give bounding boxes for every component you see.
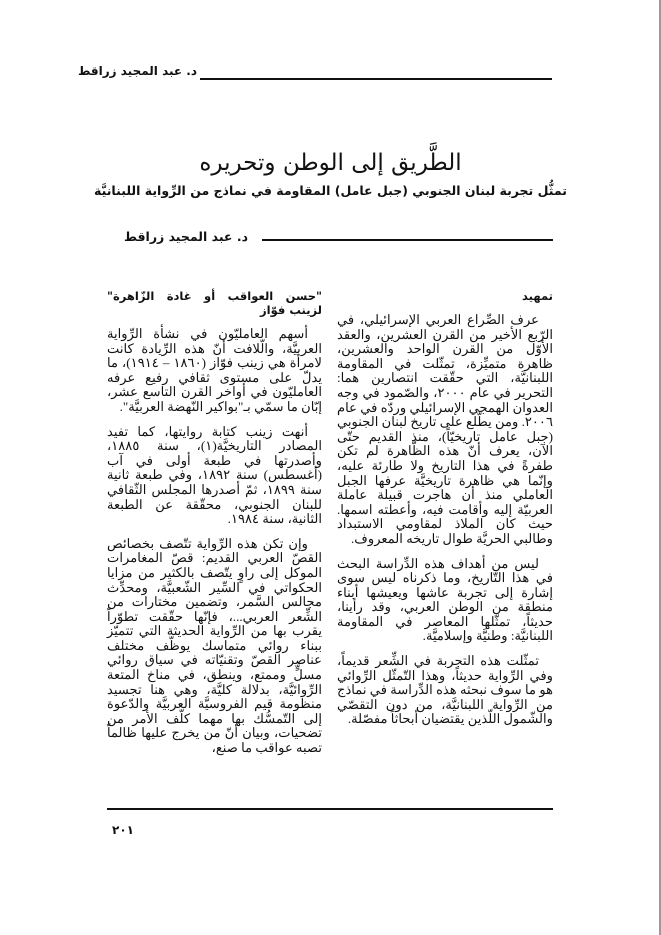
author-rule bbox=[262, 239, 553, 241]
running-head: د. عبد المجيد زراقط bbox=[77, 64, 197, 78]
right-column bbox=[337, 289, 553, 737]
header-rule bbox=[200, 78, 552, 80]
paragraph: تمثّلت هذه التجربة في الشِّعر قديماً، وفي الرِّواية حديثاً، وهذا التّمثّل الرِّوائي هو ما سوف نبحثه هذه الدِّراسة في نماذج من الرِّواية اللبنانيَّة، من دون التقصّي والشّمول اللّذين يقتضيان أبحاثاً مفصّلة. bbox=[337, 653, 553, 727]
paragraph: ليس من أهداف هذه الدِّراسة البحث في هذا التّاريخ، وما ذكرناه ليس سوى إشارة إلى تجربة عاشها ويعيشها أبناء منطقة من الوطن العربي، وقد رأينا، حديثاً، تمثّلها المعاصر في المقاومة اللبنانيَّة: وطنيَّة وإسلاميَّة. bbox=[337, 555, 553, 644]
left-column bbox=[107, 289, 322, 766]
article-title: الطَّريق إلى الوطن وتحريره bbox=[199, 150, 462, 176]
section-heading-intro: تمهيد bbox=[522, 289, 553, 303]
footer-rule bbox=[107, 808, 553, 810]
paragraph: أنهت زينب كتابة روايتها، كما تفيد المصادر التاريخيَّة(١)، سنة ١٨٨٥، وأصدرتها في طبعة أولى في آب (أغسطس) سنة ١٨٩٢، وفي طبعة ثانية سنة ١٨٩٩، ثمّ أصدرها المجلس الثّقافي للبنان الجنوبي، محقّقة عن الطبعة الثانية، سنة ١٩٨٤. bbox=[107, 423, 323, 527]
author-name: د. عبد المجيد زراقط bbox=[123, 229, 248, 244]
article-subtitle: تمثُّل تجربة لبنان الجنوبي (جبل عامل) المقاومة في نماذج من الرِّواية اللبنانيَّة bbox=[94, 183, 567, 198]
page-number: ٢٠١ bbox=[112, 823, 134, 837]
paragraph: عرف الصِّراع العربي الإسرائيلي، في الرّبع الأخير من القرن العشرين، والعقد الأوّل من القرن الواحد والعشرين، ظاهرة متميِّزة، تمثّلت في المقاومة اللبنانيَّة، التي حقّقت انتصارين هما: التحرير في عام ٢٠٠٠، والصّمود في وجه العدوان الهمجي الإسرائيلي وردّه في عام ٢٠٠٦. ومن يطّلع على تاريخ لبنان الجنوبي (جبل عامل تاريخيّاً)، منذ القديم حتّى الآن، يعرف أنّ هذه الظّاهرة لم تكن طفرةً في هذا التاريخ ولا طارئة عليه، وإنّما هي ظاهرة تاريخيَّة عرفها الجبل العاملي منذ أن هاجرت قبيلة عاملة العربيّة إليه وأقامت فيه، وأعطته اسمها. حيث كان الملاذ لمقاومي الاستبداد وطالبي الحريَّة طوال تاريخه المعروف. bbox=[336, 312, 553, 546]
section-heading-novel: "حسن العواقب أو غادة الزّاهرة" لزينب فوّاز bbox=[107, 289, 322, 317]
paragraph: وإن تكن هذه الرِّواية تتّصف بخصائص القصّ العربي القديم: قصّ المغامرات الموكل إلى راوٍ يتّصف بالكثير من مزايا الحكواتي في السِّير الشّعبيَّة، ومحدِّث مجالس السَّمر، وتضمين مختارات من الشِّعر العربي...، فإنّها حقّقت تطوّراً يقرب بها من الرِّواية الحديثة التي تتميّز ببناء روائي متماسك يوظّف مختلف عناصر القصّ وتقنيّاته في سياق روائي مسلٍّ وممتع، وينطق، في مناخ المتعة الرِّوائيَّة، بدلالة كليَّة، وهي هنا تجسيد منظومة قيم الفروسيَّة العربيَّة والدّعوة إلى التّمسُّك بها مهما كلّف الأمر من تضحيات، وبيان أنّ من يخرج عليها ظالماً تصبه عواقب ما صنع، bbox=[107, 535, 322, 756]
paragraph: أسهم العامليّون في نشأة الرِّواية العربيَّة، والّلافت أنّ هذه الرِّيادة كانت لامرأة هي زينب فوّاز (١٨٦٠ – ١٩١٤)، ما يدلّ على مستوى ثقافي رفيع عرفه العامليّون في أواخر القرن التاسع عشر، إبّان ما سمّي بـ"بواكير النّهضة العربيَّة". bbox=[107, 326, 322, 414]
